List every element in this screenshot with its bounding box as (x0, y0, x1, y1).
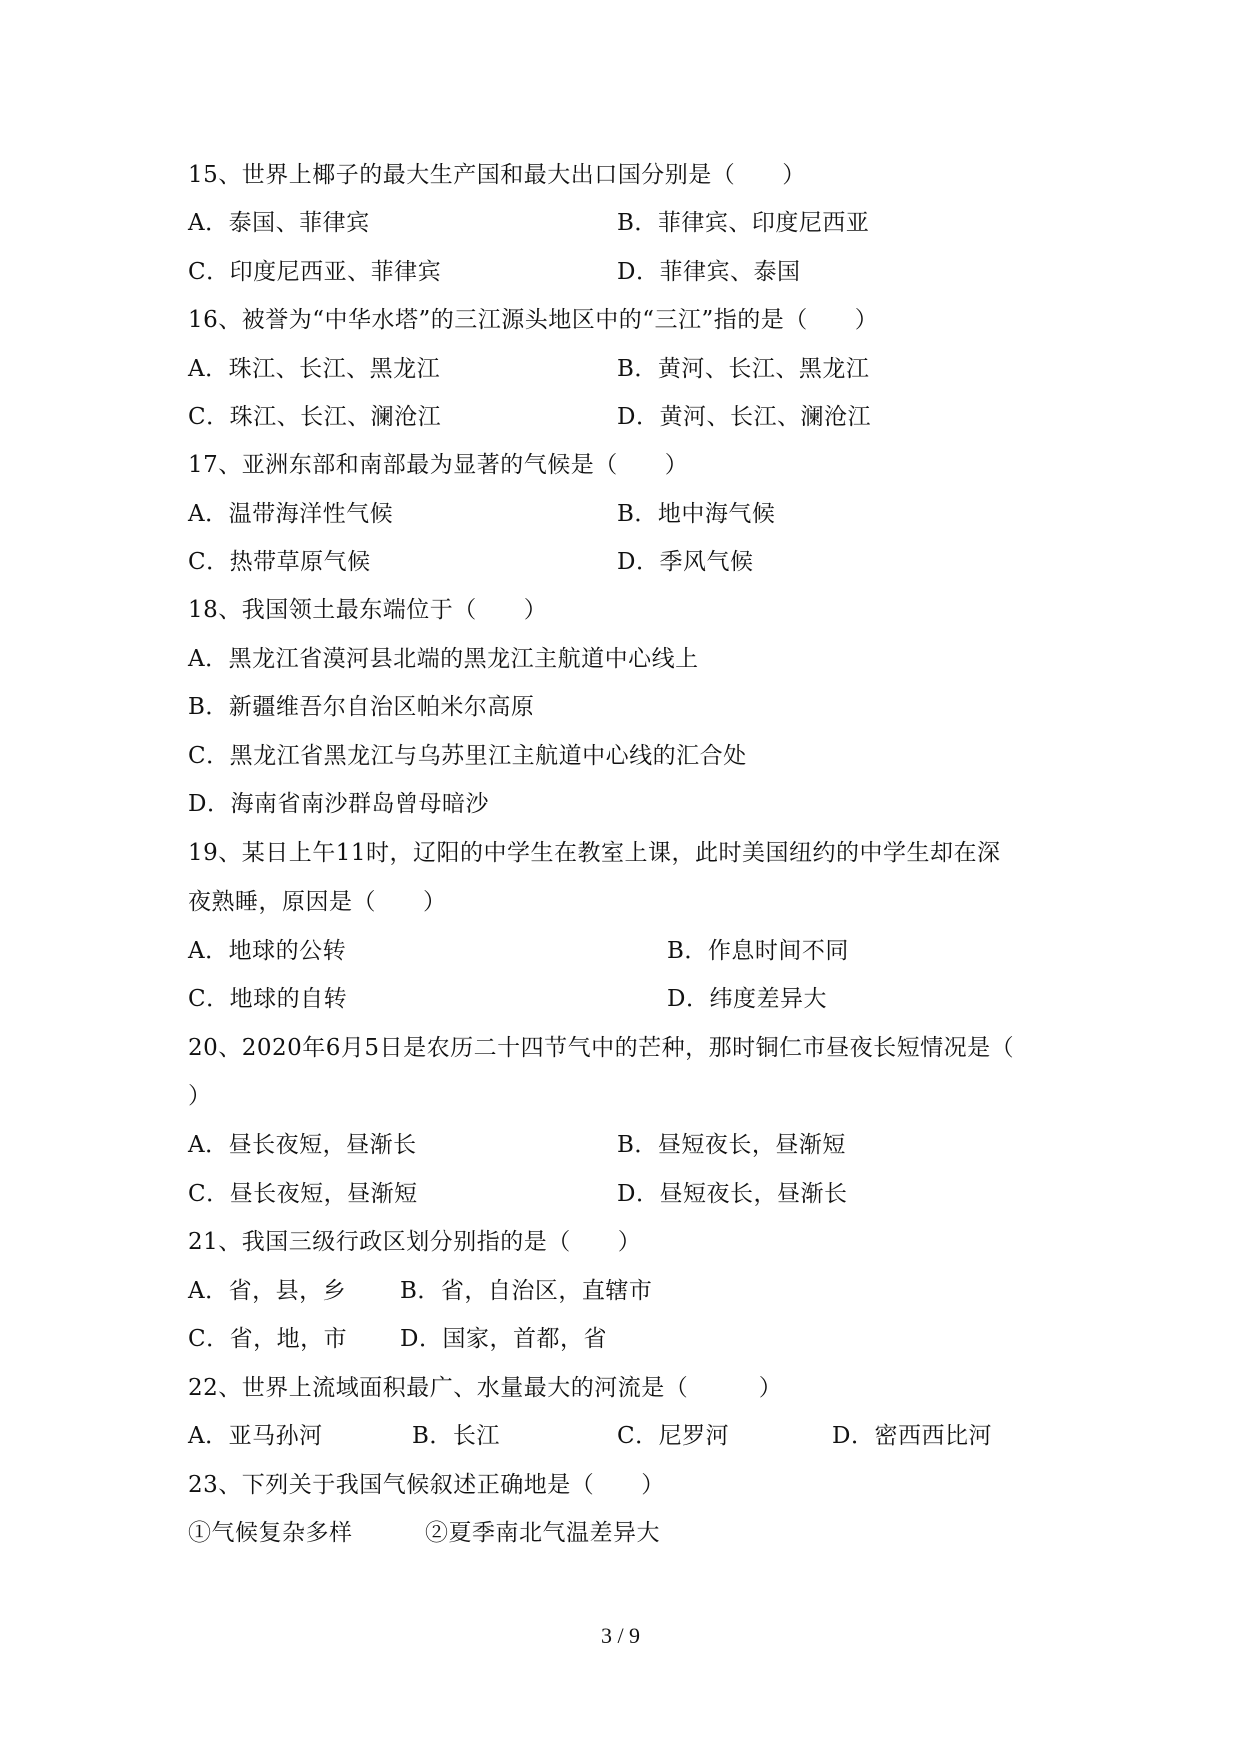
question-20-option-d: D．昼短夜长，昼渐长 (617, 1181, 848, 1207)
question-23-item-2: ②夏季南北气温差异大 (425, 1520, 660, 1546)
question-18-option-d: D．海南省南沙群岛曾母暗沙 (188, 791, 489, 817)
question-21-option-d: D．国家，首都，省 (400, 1326, 607, 1352)
question-16-option-b: B．黄河、长江、黑龙江 (617, 356, 870, 382)
question-19-option-d: D．纬度差异大 (667, 986, 827, 1012)
question-15-stem: 15、世界上椰子的最大生产国和最大出口国分别是（ ） (188, 162, 806, 188)
question-23-item-1: ①气候复杂多样 (188, 1520, 353, 1546)
question-21-option-a: A．省，县，乡 (188, 1278, 347, 1304)
question-20-stem-line2: ） (188, 1083, 212, 1109)
question-15-option-d: D．菲律宾、泰国 (617, 259, 801, 285)
page-number: 3 / 9 (600, 1623, 641, 1648)
question-17-option-a: A．温带海洋性气候 (188, 501, 394, 527)
question-21-option-b: B．省，自治区，直辖市 (400, 1278, 653, 1304)
question-19-option-b: B．作息时间不同 (667, 938, 849, 964)
question-21-option-c: C．省，地，市 (188, 1326, 348, 1352)
question-16-option-c: C．珠江、长江、澜沧江 (188, 404, 442, 430)
question-23-stem: 23、下列关于我国气候叙述正确地是（ ） (188, 1472, 665, 1498)
question-16-option-d: D．黄河、长江、澜沧江 (617, 404, 871, 430)
question-17-option-b: B．地中海气候 (617, 501, 776, 527)
question-22-option-a: A．亚马孙河 (188, 1423, 323, 1449)
question-20-option-b: B．昼短夜长，昼渐短 (617, 1132, 846, 1158)
question-22-option-c: C．尼罗河 (617, 1423, 730, 1449)
question-22-option-d: D．密西西比河 (832, 1423, 992, 1449)
question-18-option-c: C．黑龙江省黑龙江与乌苏里江主航道中心线的汇合处 (188, 743, 747, 769)
question-18-option-a: A．黑龙江省漠河县北端的黑龙江主航道中心线上 (188, 646, 699, 672)
question-19-stem-line2: 夜熟睡，原因是（ ） (188, 889, 447, 915)
question-17-option-c: C．热带草原气候 (188, 549, 371, 575)
question-20-option-c: C．昼长夜短，昼渐短 (188, 1181, 418, 1207)
question-19-option-a: A．地球的公转 (188, 938, 347, 964)
question-21-stem: 21、我国三级行政区划分别指的是（ ） (188, 1229, 642, 1255)
question-20-option-a: A．昼长夜短，昼渐长 (188, 1132, 417, 1158)
question-22-option-b: B．长江 (412, 1423, 500, 1449)
question-16-option-a: A．珠江、长江、黑龙江 (188, 356, 441, 382)
question-18-stem: 18、我国领土最东端位于（ ） (188, 597, 548, 623)
question-16-stem: 16、被誉为“中华水塔”的三江源头地区中的“三江”指的是（ ） (188, 307, 879, 333)
question-19-option-c: C．地球的自转 (188, 986, 348, 1012)
question-17-stem: 17、亚洲东部和南部最为显著的气候是（ ） (188, 452, 689, 478)
question-17-option-d: D．季风气候 (617, 549, 754, 575)
question-15-option-b: B．菲律宾、印度尼西亚 (617, 210, 870, 236)
question-19-stem-line1: 19、某日上午11时，辽阳的中学生在教室上课，此时美国纽约的中学生却在深 (188, 840, 1001, 866)
question-22-stem: 22、世界上流域面积最广、水量最大的河流是（ ） (188, 1375, 783, 1401)
question-15-option-a: A．泰国、菲律宾 (188, 210, 370, 236)
question-18-option-b: B．新疆维吾尔自治区帕米尔高原 (188, 694, 535, 720)
question-20-stem-line1: 20、2020年6月5日是农历二十四节气中的芒种，那时铜仁市昼夜长短情况是（ (188, 1035, 1015, 1061)
question-15-option-c: C．印度尼西亚、菲律宾 (188, 259, 442, 285)
